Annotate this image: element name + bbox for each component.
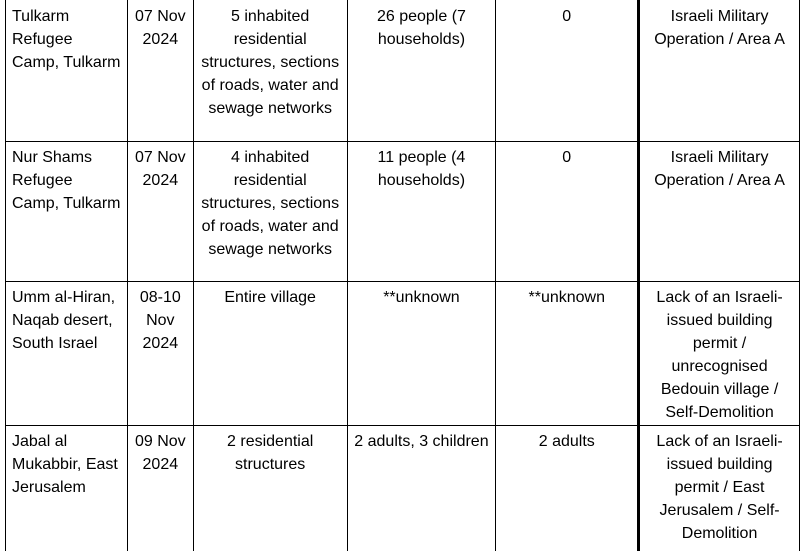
date-cell: 08-10 Nov 2024 (127, 282, 193, 426)
displaced-cell: 0 (496, 0, 639, 142)
demolitions-table (5, 0, 800, 551)
reason-cell: Israeli Military Operation / Area A (639, 0, 800, 142)
table-row (6, 142, 800, 282)
reason-cell: Israeli Military Operation / Area A (639, 142, 800, 282)
date-cell: 09 Nov 2024 (127, 426, 193, 551)
reason-cell: Lack of an Israeli-issued building permit / East Jerusalem / Self-Demolition (639, 426, 800, 551)
structures-cell: Entire village (193, 282, 347, 426)
table-row (6, 282, 800, 426)
table-row (6, 426, 800, 551)
date-cell: 07 Nov 2024 (127, 0, 193, 142)
location-cell: Nur Shams Refugee Camp, Tulkarm (6, 142, 128, 282)
date-cell: 07 Nov 2024 (127, 142, 193, 282)
structures-cell: 5 inhabited residential structures, sections of roads, water and sewage networks (193, 0, 347, 142)
location-cell: Umm al-Hiran, Naqab desert, South Israel (6, 282, 128, 426)
affected-cell: **unknown (347, 282, 496, 426)
table-row (6, 0, 800, 142)
affected-cell: 26 people (7 households) (347, 0, 496, 142)
reason-cell: Lack of an Israeli-issued building permit / unrecognised Bedouin village / Self-Demolition (639, 282, 800, 426)
displaced-cell: **unknown (496, 282, 639, 426)
structures-cell: 4 inhabited residential structures, sections of roads, water and sewage networks (193, 142, 347, 282)
affected-cell: 2 adults, 3 children (347, 426, 496, 551)
structures-cell: 2 residential structures (193, 426, 347, 551)
displaced-cell: 2 adults (496, 426, 639, 551)
displaced-cell: 0 (496, 142, 639, 282)
affected-cell: 11 people (4 households) (347, 142, 496, 282)
location-cell: Tulkarm Refugee Camp, Tulkarm (6, 0, 128, 142)
location-cell: Jabal al Mukabbir, East Jerusalem (6, 426, 128, 551)
